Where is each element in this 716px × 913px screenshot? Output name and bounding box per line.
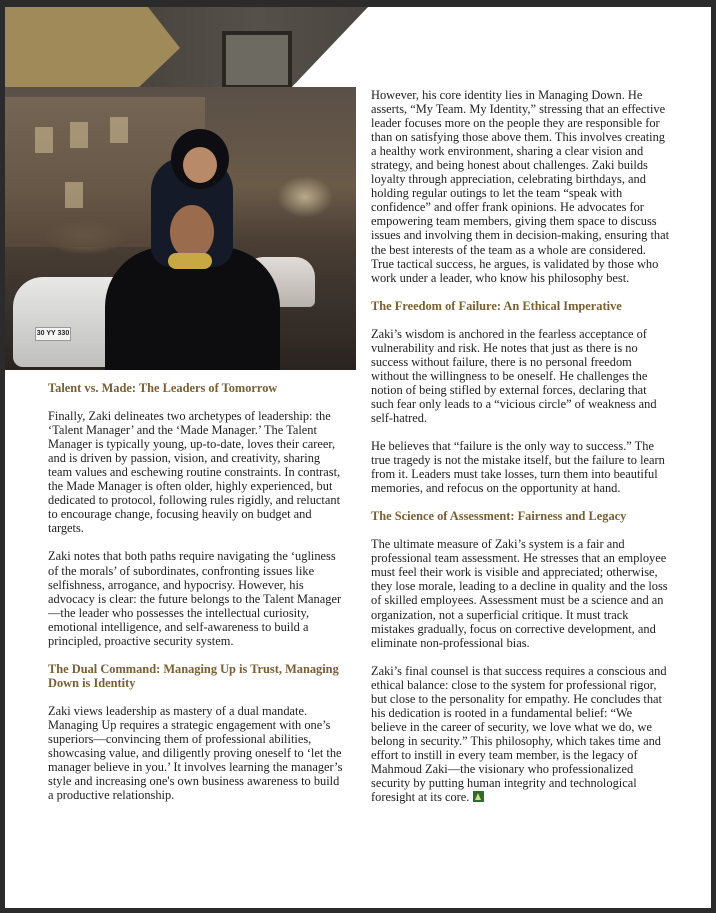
body-paragraph: However, his core identity lies in Managing Down. He asserts, “My Team. My Identity,” stressing that an effective leader focuses more on the people they are responsible for than on satisfying those above them. This involves creating a healthy work environment, sharing a clear vision and strategy, and being honest about challenges. Zaki builds loyalty through appreciation, celebrating birthdays, and holding regular outings to let the team “speak with confidence” and offer frank opinions. He advocates for empowering team members, giving them space to discuss issues and involving them in decision-making, ensuring that the best interests of the team as a whole are considered. True tactical success, he argues, is validated by those who work under a leader, who know his philosophy best.: [371, 88, 670, 285]
right-column: [371, 88, 671, 804]
picture-frame-image: [222, 31, 292, 89]
body-paragraph: Zaki’s wisdom is anchored in the fearless acceptance of vulnerability and risk. He notes that just as there is no success without failure, there is no personal freedom without the willingness to be oneself. He challenges the notion of being stifled by external forces, declaring that such fear only leads to a “vicious circle” of weakness and self-hatred.: [371, 326, 657, 425]
photo-window: [110, 117, 128, 143]
photo-man-face: [170, 205, 214, 259]
photo-window: [65, 182, 83, 208]
left-column: [48, 381, 344, 802]
body-paragraph: Zaki views leadership as mastery of a dual mandate. Managing Up requires a strategic engagement with one’s superiors—convincing them of professional abilities, showcasing value, and diligently proving oneself to ‘let the manager believe in you.’ It involves learning the manager’s style and increasing one's own business awareness to build a productive relationship.: [48, 703, 343, 803]
photo-child-face: [183, 147, 217, 183]
section-heading: The Dual Command: Managing Up is Trust, Managing Down is Identity: [48, 661, 339, 690]
section-heading: Talent vs. Made: The Leaders of Tomorrow: [48, 381, 278, 395]
feature-photo: [5, 87, 356, 370]
header-band: [5, 7, 711, 89]
photo-scarf: [168, 253, 212, 269]
closing-paragraph: [371, 664, 671, 804]
photo-license-plate: 30 YY 330: [35, 327, 71, 341]
magazine-end-mark-icon: [473, 791, 484, 802]
closing-text: Zaki’s final counsel is that success requires a conscious and ethical balance: close to the system for professional rigor, but close to the personality for empathy. He concludes that his dedication is rooted in a fundamental belief: “We believe in the career of security, we love what we do, we belong in security.” This philosophy, which takes time and effort to instill in every team member, is the legacy of Mahmoud Zaki—the visionary who professionalized security by putting human integrity and technological foresight at its core.: [371, 663, 667, 805]
body-paragraph: Zaki notes that both paths require navigating the ‘ugliness of the morals’ of subordinates, confronting issues like selfishness, arrogance, and hypocrisy. However, his advocacy is clear: the future belongs to the Talent Manager—the leader who possesses the intellectual curiosity, emotional intelligence, and self-awareness to build a principled, proactive security system.: [48, 549, 342, 648]
body-paragraph: Finally, Zaki delineates two archetypes of leadership: the ‘Talent Manager’ and the ‘Made Manager.’ The Talent Manager is typically young, up-to-date, loves their career, and is driven by passion, vision, and creativity, sharing team values and eschewing routine constraints. In contrast, the Made Manager is often older, highly experienced, but dedicated to protocol, following rules rigidly, and reluctant to encourage change, focusing heavily on budget and targets.: [48, 409, 341, 536]
photo-window: [70, 122, 88, 148]
section-heading: The Science of Assessment: Fairness and Legacy: [371, 509, 627, 524]
magazine-page: [5, 7, 711, 908]
body-paragraph: He believes that “failure is the only way to success.” The true tragedy is not the mistake itself, but the failure to learn from it. Leaders must take losses, turn them into beautiful memories, and refocus on the opportunity at hand.: [371, 439, 665, 496]
body-paragraph: The ultimate measure of Zaki’s system is a fair and professional team assessment. He stresses that an employee must feel their work is visible and appreciated; otherwise, they lose morale, leading to a decline in quality and the loss of skilled employees. Assessment must be a science and an organization, not a superficial critique. It must track mistakes gradually, focus on corrective development, and eliminate non-professional bias.: [371, 537, 668, 650]
photo-window: [35, 127, 53, 153]
section-heading: The Freedom of Failure: An Ethical Imperative: [371, 298, 622, 313]
